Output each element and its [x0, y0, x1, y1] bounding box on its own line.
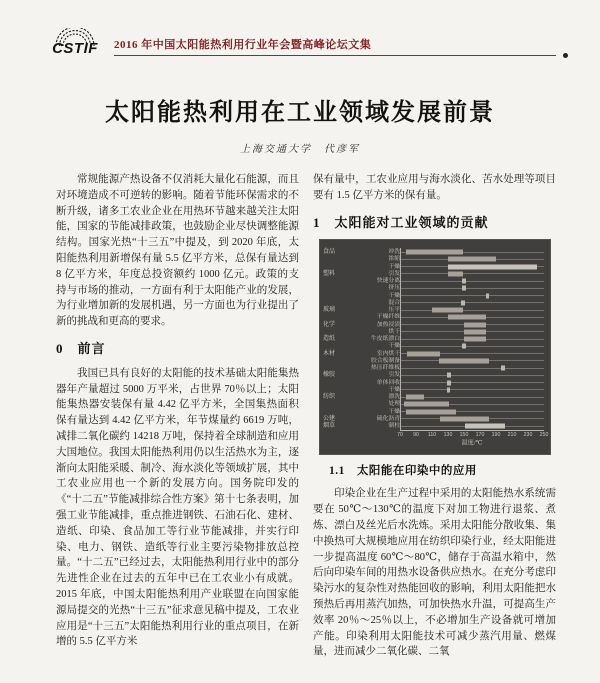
chart-track: [400, 415, 544, 422]
industry-group-label: 烟草: [322, 422, 335, 430]
temp-range-bar: [448, 257, 496, 262]
temp-range-bar: [501, 366, 506, 371]
left-column: [56, 172, 299, 683]
chart-track: [400, 393, 544, 400]
chart-track: [400, 422, 544, 429]
chart-track: [400, 299, 544, 306]
process-label: 热压纤维板: [370, 364, 400, 371]
process-label: 漂洗: [387, 393, 400, 400]
process-label: 单体回收: [376, 379, 400, 386]
industry-group-label: 橡胶: [322, 371, 335, 379]
industry-group-label: 化学: [322, 320, 335, 328]
process-label: 加热浸渍: [376, 321, 400, 328]
chart-track: [400, 285, 544, 292]
chart-track: [400, 343, 544, 350]
section-heading-preface: 0 前言: [56, 340, 106, 356]
temp-range-bar: [447, 387, 450, 392]
chart-track: [400, 314, 544, 321]
chart-track: [400, 292, 544, 299]
chart-track: [400, 401, 544, 408]
chart-rows: [323, 248, 544, 429]
paragraph-preface: 我国已具有良好的太阳能的技术基础太阳能集热器年产量超过 5000 万平米，占世界 70％以上；太阳能集热器安装保有量 4.42 亿平方米，全国集热面积保有量达到 4.42 亿平方米，年节煤量约 6619 万吨，减排二氧化碳约 14218 万吨，保持着全球制造和应用大国地位。我国太阳能热利用仍以生活热水为主，逐渐向太阳能采暖、制冷、海水淡化等领域扩展，其中工农业应用也一个新的发展方向。国务院印发的《“十二五”节能减排综合性方案》第十七条表明，加强工业节能减排，重点推进钢铁、石油石化、建材、造纸、印染、食品加工等行业节能减排，并实行印染、电力、钢铁、造纸等行业主要污染物排放总控量。“十二五”已经过去，太阳能热利用行业中的部分先进性企业在过去的五年中已在工农业小有成就。2015 年底，中国太阳能热利用产业联盟在向国家能源局提交的光热“十三五”征求意见稿中提及，工农业应用是“十三五”太阳能热利用行业的重点项目，在新增的 5.5 亿平方米: [56, 367, 299, 648]
process-label: 干燥: [387, 292, 400, 299]
axis-tick-label: 250: [539, 431, 548, 438]
temp-range-bar: [447, 380, 451, 385]
chart-track: [400, 328, 544, 335]
process-label: 胶合板制备: [370, 357, 400, 364]
axis-ticks: [396, 430, 548, 440]
chart-track: [400, 379, 544, 386]
process-label: 浓缩: [387, 255, 400, 263]
process-label: 牛皮纸漂白: [370, 335, 400, 342]
industry-group-label: 食品: [322, 248, 335, 256]
chart-track: [400, 364, 544, 371]
temp-range-bar: [407, 351, 440, 356]
author-line: 上海交通大学 代彦军: [240, 144, 360, 155]
chart-track: [400, 248, 544, 255]
temp-range-bar: [406, 409, 456, 414]
axis-tick-label: 150: [459, 431, 468, 438]
section-heading-dyeing: 1.1 太阳能在印染中的应用: [329, 464, 477, 477]
industry-group-label: 造纸: [322, 335, 335, 343]
temp-range-bar: [448, 271, 463, 276]
axis-tick-label: 190: [491, 431, 500, 438]
header-rule: [114, 36, 556, 56]
chart-track: [400, 350, 544, 357]
paper-title: 太阳能热利用在工业领域发展前景: [105, 100, 495, 126]
temp-range-bar: [464, 329, 486, 334]
temp-range-bar: [432, 308, 463, 313]
axis-tick-label: 90: [412, 431, 419, 438]
process-label: 干燥: [387, 263, 400, 270]
process-label: 冲洗: [387, 248, 400, 255]
chart-track: [400, 256, 544, 263]
two-column-body: [56, 172, 556, 683]
chart-track: [400, 321, 544, 328]
header-end-dot: [563, 53, 568, 58]
temp-range-bar: [462, 286, 466, 291]
x-axis-label: 温度/℃: [460, 439, 483, 446]
temp-range-bar: [462, 344, 465, 349]
paragraph-continued: 保有量中，工农业应用与海水淡化、苦水处理等项目要有 1.5 亿平方米的保有量。: [313, 174, 556, 201]
chart-track: [400, 270, 544, 277]
temp-range-bar: [464, 322, 486, 327]
process-label: 引发: [387, 270, 400, 277]
industry-temperature-chart: [319, 239, 551, 454]
process-label: 干燥纤维: [376, 313, 400, 321]
temp-range-bar: [462, 279, 466, 284]
chart-track: [400, 263, 544, 270]
process-label: 硫化沥青: [376, 415, 400, 422]
temp-range-bar: [440, 416, 488, 421]
chart-track: [400, 372, 544, 379]
section-heading-contribution: 1 太阳能对工业领域的贡献: [313, 214, 489, 230]
chart-x-axis: [396, 430, 548, 451]
temp-range-bar: [486, 293, 490, 298]
axis-tick-label: 210: [507, 431, 516, 438]
industry-group-label: 木材: [322, 349, 335, 357]
process-label: 快速分离: [376, 277, 400, 284]
chart-track: [400, 306, 544, 313]
logo-text: CSTIF: [52, 40, 98, 57]
axis-tick-label: 70: [396, 431, 403, 438]
chart-track: [400, 277, 544, 284]
process-label: 干燥: [387, 386, 400, 393]
temp-range-bar: [406, 250, 463, 255]
chart-row: [323, 422, 544, 429]
industry-group-label: 纺织: [322, 393, 335, 401]
temp-range-bar: [439, 358, 488, 363]
process-label: 烘干: [387, 328, 400, 335]
axis-tick-label: 230: [523, 431, 532, 438]
cstif-logo: [44, 28, 106, 56]
process-label: 制柱: [387, 422, 400, 429]
axis-tick-label: 130: [443, 431, 452, 438]
page-header: [44, 20, 556, 56]
process-label: 干燥: [387, 342, 400, 350]
temp-range-bar: [447, 373, 451, 378]
axis-tick-label: 110: [427, 431, 436, 438]
process-label: 混合: [387, 299, 400, 306]
process-label: 处理: [387, 400, 400, 408]
process-label: 压平: [387, 306, 400, 313]
industry-group-label: 玻璃: [322, 306, 335, 314]
process-label: 引发: [387, 371, 400, 379]
temp-range-bar: [406, 395, 424, 400]
right-column: [313, 172, 556, 683]
proceedings-title: 2016 年中国太阳能热利用行业年会暨高峰论坛文集: [114, 39, 372, 51]
chart-track: [400, 335, 544, 342]
temp-range-bar: [464, 337, 486, 342]
temp-range-bar: [448, 264, 537, 269]
temp-range-bar: [448, 315, 486, 320]
paragraph-intro: 常规能源产热设备不仅消耗大量化石能源，而且对环境造成不可逆转的影响。随着节能环保需求的不断升级，诸多工农业企业在用热环节越来越关注太阳能，国家的节能减排政策，也鼓励企业尽快调整能源结构。国家光热“十三五”中提及，到 2020 年底，太阳能热利用新增保有量 5.5 亿平方米，总保有量达到 8 亿平方米，年度总投资额约 1000 亿元。政策的支持与市场的推动，一方面有利于太阳能产业的发展，为行业增加新的发展机遇，另一方面也为行业提出了新的挑战和更高的要求。: [56, 174, 299, 328]
temp-range-bar: [404, 402, 449, 407]
process-label: 干燥: [387, 408, 400, 415]
process-label: 室内烘干: [376, 350, 400, 357]
chart-track: [400, 408, 544, 415]
chart-track: [400, 386, 544, 393]
paragraph-dyeing: 印染企业在生产过程中采用的太阳能热水系统需要在 50℃～130℃的温度下对加工物进行退浆、煮炼、漂白及丝光后水洗炼。采用太阳能分散收集、集中换热可大规模地应用在纺织印染行业，经太阳能进一步提高温度 60℃～80℃，储存于高温水箱中，然后向印染车间的用热水设备供应热水。在充分考虑印染污水的复杂性对热能回收的影响，利用太阳能把水预热后再用蒸汽加热，可加快热水升温，可提高生产效率 20％～25％以上，不必增加生产设备就可增加产能。印染利用太阳能技术可减少蒸汽用量、燃煤量，进而减少二氧化碳、二氧: [313, 488, 556, 658]
industry-group-label: 公建: [322, 415, 335, 422]
temp-range-bar: [465, 424, 506, 429]
process-label: 挤压: [387, 284, 400, 292]
axis-tick-label: 170: [475, 431, 484, 438]
chart-track: [400, 357, 544, 364]
industry-group-label: 塑料: [322, 270, 335, 277]
temp-range-bar: [461, 300, 465, 305]
